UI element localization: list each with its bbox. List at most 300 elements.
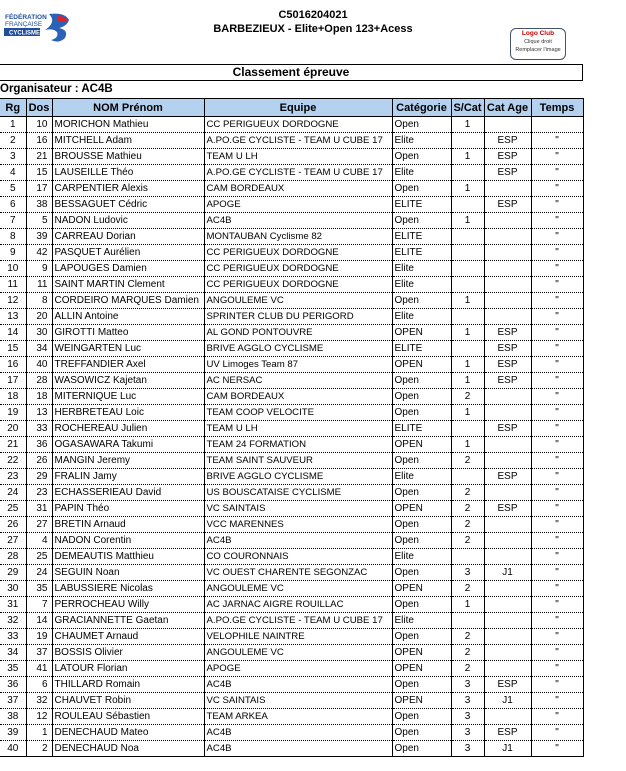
- team-cell: VC SAINTAIS: [204, 501, 392, 517]
- subcategory-cell: 2: [451, 629, 484, 645]
- name-cell: DENECHAUD Noa: [52, 741, 204, 757]
- team-cell: UV Limoges Team 87: [204, 357, 392, 373]
- club-logo-placeholder[interactable]: [510, 28, 566, 60]
- rank-cell: 6: [0, 197, 26, 213]
- team-cell: CC PERIGUEUX DORDOGNE: [204, 277, 392, 293]
- rank-cell: 29: [0, 565, 26, 581]
- category-cell: Open: [392, 149, 451, 165]
- subcategory-cell: [451, 245, 484, 261]
- bib-cell: 14: [26, 613, 52, 629]
- category-cell: Open: [392, 293, 451, 309]
- subcategory-cell: [451, 165, 484, 181]
- table-row: [0, 373, 583, 389]
- subcategory-cell: 1: [451, 117, 484, 133]
- team-cell: CC PERIGUEUX DORDOGNE: [204, 245, 392, 261]
- table-row: [0, 661, 583, 677]
- subcategory-cell: [451, 261, 484, 277]
- subcategory-cell: [451, 613, 484, 629]
- category-cell: OPEN: [392, 437, 451, 453]
- table-row: [0, 533, 583, 549]
- age-category-cell: [484, 581, 531, 597]
- age-category-cell: ESP: [484, 165, 531, 181]
- subcategory-cell: 2: [451, 533, 484, 549]
- time-cell: [531, 117, 583, 133]
- age-category-cell: J1: [484, 565, 531, 581]
- team-cell: VCC MARENNES: [204, 517, 392, 533]
- table-row: [0, 181, 583, 197]
- team-cell: TEAM U LH: [204, 421, 392, 437]
- time-cell: ": [531, 245, 583, 261]
- bib-cell: 10: [26, 117, 52, 133]
- category-cell: OPEN: [392, 325, 451, 341]
- table-row: [0, 469, 583, 485]
- bib-cell: 34: [26, 341, 52, 357]
- age-category-cell: ESP: [484, 149, 531, 165]
- name-cell: DEMEAUTIS Matthieu: [52, 549, 204, 565]
- time-cell: ": [531, 597, 583, 613]
- rank-cell: 26: [0, 517, 26, 533]
- age-category-cell: [484, 645, 531, 661]
- name-cell: NADON Ludovic: [52, 213, 204, 229]
- rank-cell: 38: [0, 709, 26, 725]
- subcategory-cell: 1: [451, 213, 484, 229]
- age-category-cell: [484, 181, 531, 197]
- age-category-cell: [484, 613, 531, 629]
- time-cell: ": [531, 389, 583, 405]
- rank-cell: 37: [0, 693, 26, 709]
- section-title: Classement épreuve: [0, 64, 583, 81]
- category-cell: OPEN: [392, 501, 451, 517]
- subcategory-cell: 1: [451, 357, 484, 373]
- bib-cell: 29: [26, 469, 52, 485]
- age-category-cell: ESP: [484, 325, 531, 341]
- category-cell: Open: [392, 517, 451, 533]
- time-cell: ": [531, 341, 583, 357]
- name-cell: ECHASSERIEAU David: [52, 485, 204, 501]
- age-category-cell: [484, 213, 531, 229]
- name-cell: OGASAWARA Takumi: [52, 437, 204, 453]
- rank-cell: 1: [0, 117, 26, 133]
- name-cell: ROCHEREAU Julien: [52, 421, 204, 437]
- bib-cell: 7: [26, 597, 52, 613]
- rank-cell: 34: [0, 645, 26, 661]
- club-logo-hint1: Clique droit: [524, 39, 552, 45]
- bib-cell: 13: [26, 405, 52, 421]
- age-category-cell: [484, 517, 531, 533]
- subcategory-cell: 2: [451, 453, 484, 469]
- table-row: [0, 677, 583, 693]
- category-cell: Open: [392, 741, 451, 757]
- category-cell: OPEN: [392, 581, 451, 597]
- age-category-cell: ESP: [484, 501, 531, 517]
- col-header-bib: Dos: [26, 99, 52, 117]
- subcategory-cell: 3: [451, 709, 484, 725]
- team-cell: CAM BORDEAUX: [204, 389, 392, 405]
- subcategory-cell: 3: [451, 565, 484, 581]
- rank-cell: 19: [0, 405, 26, 421]
- bib-cell: 37: [26, 645, 52, 661]
- team-cell: BRIVE AGGLO CYCLISME: [204, 469, 392, 485]
- subcategory-cell: 1: [451, 293, 484, 309]
- team-cell: AC4B: [204, 533, 392, 549]
- name-cell: ROULEAU Sébastien: [52, 709, 204, 725]
- name-cell: SAINT MARTIN Clement: [52, 277, 204, 293]
- bib-cell: 32: [26, 693, 52, 709]
- age-category-cell: J1: [484, 693, 531, 709]
- rank-cell: 25: [0, 501, 26, 517]
- table-row: [0, 261, 583, 277]
- rank-cell: 36: [0, 677, 26, 693]
- category-cell: Open: [392, 213, 451, 229]
- rank-cell: 4: [0, 165, 26, 181]
- table-row: [0, 597, 583, 613]
- team-cell: TEAM ARKEA: [204, 709, 392, 725]
- time-cell: ": [531, 693, 583, 709]
- age-category-cell: [484, 485, 531, 501]
- subcategory-cell: 1: [451, 181, 484, 197]
- rank-cell: 13: [0, 309, 26, 325]
- table-row: [0, 549, 583, 565]
- rank-cell: 14: [0, 325, 26, 341]
- category-cell: Open: [392, 677, 451, 693]
- category-cell: Elite: [392, 165, 451, 181]
- name-cell: MORICHON Mathieu: [52, 117, 204, 133]
- subcategory-cell: 1: [451, 597, 484, 613]
- bib-cell: 9: [26, 261, 52, 277]
- category-cell: ELITE: [392, 341, 451, 357]
- table-row: [0, 501, 583, 517]
- team-cell: TEAM U LH: [204, 149, 392, 165]
- subcategory-cell: [451, 133, 484, 149]
- category-cell: OPEN: [392, 357, 451, 373]
- time-cell: ": [531, 149, 583, 165]
- time-cell: ": [531, 261, 583, 277]
- name-cell: NADON Corentin: [52, 533, 204, 549]
- category-cell: Open: [392, 373, 451, 389]
- time-cell: ": [531, 197, 583, 213]
- category-cell: Elite: [392, 549, 451, 565]
- race-name: BARBEZIEUX - Elite+Open 123+Acess: [213, 23, 413, 35]
- bib-cell: 17: [26, 181, 52, 197]
- category-cell: Elite: [392, 309, 451, 325]
- table-row: [0, 277, 583, 293]
- name-cell: BESSAGUET Cédric: [52, 197, 204, 213]
- name-cell: MANGIN Jeremy: [52, 453, 204, 469]
- category-cell: ELITE: [392, 421, 451, 437]
- time-cell: ": [531, 373, 583, 389]
- time-cell: ": [531, 277, 583, 293]
- time-cell: ": [531, 661, 583, 677]
- age-category-cell: [484, 533, 531, 549]
- subcategory-cell: 2: [451, 661, 484, 677]
- table-row: [0, 309, 583, 325]
- rank-cell: 31: [0, 597, 26, 613]
- club-logo-title: Logo Club: [521, 30, 555, 37]
- category-cell: Open: [392, 405, 451, 421]
- results-body: [0, 117, 583, 757]
- category-cell: Elite: [392, 261, 451, 277]
- table-row: [0, 709, 583, 725]
- table-row: [0, 405, 583, 421]
- table-row: [0, 581, 583, 597]
- name-cell: CARREAU Dorian: [52, 229, 204, 245]
- team-cell: ANGOULEME VC: [204, 645, 392, 661]
- team-cell: AC4B: [204, 741, 392, 757]
- bib-cell: 39: [26, 229, 52, 245]
- team-cell: TEAM 24 FORMATION: [204, 437, 392, 453]
- age-category-cell: [484, 277, 531, 293]
- col-header-team: Equipe: [204, 99, 392, 117]
- bib-cell: 40: [26, 357, 52, 373]
- age-category-cell: ESP: [484, 133, 531, 149]
- time-cell: ": [531, 165, 583, 181]
- name-cell: BROUSSE Mathieu: [52, 149, 204, 165]
- time-cell: ": [531, 453, 583, 469]
- table-row: [0, 693, 583, 709]
- team-cell: VC SAINTAIS: [204, 693, 392, 709]
- subcategory-cell: 2: [451, 389, 484, 405]
- category-cell: Open: [392, 597, 451, 613]
- subcategory-cell: 3: [451, 677, 484, 693]
- table-row: [0, 293, 583, 309]
- subcategory-cell: 2: [451, 645, 484, 661]
- bib-cell: 30: [26, 325, 52, 341]
- rank-cell: 32: [0, 613, 26, 629]
- rank-cell: 20: [0, 421, 26, 437]
- table-row: [0, 165, 583, 181]
- club-logo-hint2: Remplacer l'image: [515, 47, 561, 53]
- age-category-cell: ESP: [484, 357, 531, 373]
- name-cell: BOSSIS Olivier: [52, 645, 204, 661]
- time-cell: ": [531, 517, 583, 533]
- team-cell: ANGOULEME VC: [204, 293, 392, 309]
- category-cell: OPEN: [392, 693, 451, 709]
- time-cell: ": [531, 309, 583, 325]
- team-cell: CC PERIGUEUX DORDOGNE: [204, 261, 392, 277]
- bib-cell: 15: [26, 165, 52, 181]
- rank-cell: 12: [0, 293, 26, 309]
- subcategory-cell: [451, 421, 484, 437]
- category-cell: Open: [392, 533, 451, 549]
- subcategory-cell: 1: [451, 325, 484, 341]
- category-cell: ELITE: [392, 197, 451, 213]
- name-cell: TREFFANDIER Axel: [52, 357, 204, 373]
- col-header-category: Catégorie: [392, 99, 451, 117]
- name-cell: LATOUR Florian: [52, 661, 204, 677]
- bib-cell: 8: [26, 293, 52, 309]
- table-row: [0, 485, 583, 501]
- age-category-cell: ESP: [484, 725, 531, 741]
- time-cell: ": [531, 533, 583, 549]
- team-cell: AC NERSAC: [204, 373, 392, 389]
- rank-cell: 10: [0, 261, 26, 277]
- bib-cell: 27: [26, 517, 52, 533]
- table-row: [0, 117, 583, 133]
- name-cell: GRACIANNETTE Gaetan: [52, 613, 204, 629]
- team-cell: AC JARNAC AIGRE ROUILLAC: [204, 597, 392, 613]
- category-cell: Elite: [392, 469, 451, 485]
- name-cell: LABUSSIERE Nicolas: [52, 581, 204, 597]
- name-cell: MITCHELL Adam: [52, 133, 204, 149]
- age-category-cell: ESP: [484, 421, 531, 437]
- category-cell: OPEN: [392, 661, 451, 677]
- table-row: [0, 389, 583, 405]
- category-cell: Open: [392, 485, 451, 501]
- team-cell: A.PO.GE CYCLISTE - TEAM U CUBE 17: [204, 133, 392, 149]
- category-cell: ELITE: [392, 229, 451, 245]
- rank-cell: 16: [0, 357, 26, 373]
- age-category-cell: [484, 309, 531, 325]
- bib-cell: 41: [26, 661, 52, 677]
- table-row: [0, 645, 583, 661]
- name-cell: LAPOUGES Damien: [52, 261, 204, 277]
- bib-cell: 5: [26, 213, 52, 229]
- bib-cell: 35: [26, 581, 52, 597]
- time-cell: ": [531, 629, 583, 645]
- name-cell: CARPENTIER Alexis: [52, 181, 204, 197]
- category-cell: Open: [392, 565, 451, 581]
- name-cell: DENECHAUD Mateo: [52, 725, 204, 741]
- category-cell: Open: [392, 389, 451, 405]
- bib-cell: 24: [26, 565, 52, 581]
- bib-cell: 11: [26, 277, 52, 293]
- age-category-cell: [484, 453, 531, 469]
- team-cell: BRIVE AGGLO CYCLISME: [204, 341, 392, 357]
- bib-cell: 18: [26, 389, 52, 405]
- category-cell: Open: [392, 709, 451, 725]
- time-cell: ": [531, 613, 583, 629]
- table-row: [0, 149, 583, 165]
- subcategory-cell: 2: [451, 501, 484, 517]
- time-cell: ": [531, 469, 583, 485]
- bib-cell: 4: [26, 533, 52, 549]
- subcategory-cell: [451, 341, 484, 357]
- table-row: [0, 133, 583, 149]
- rank-cell: 24: [0, 485, 26, 501]
- rank-cell: 21: [0, 437, 26, 453]
- table-header-row: [0, 99, 583, 117]
- team-cell: CAM BORDEAUX: [204, 181, 392, 197]
- team-cell: APOGE: [204, 661, 392, 677]
- table-row: [0, 245, 583, 261]
- team-cell: AC4B: [204, 677, 392, 693]
- bib-cell: 1: [26, 725, 52, 741]
- bib-cell: 31: [26, 501, 52, 517]
- results-table: [0, 98, 584, 757]
- name-cell: THILLARD Romain: [52, 677, 204, 693]
- table-row: [0, 341, 583, 357]
- category-cell: Elite: [392, 277, 451, 293]
- age-category-cell: [484, 229, 531, 245]
- table-row: [0, 325, 583, 341]
- bib-cell: 26: [26, 453, 52, 469]
- subcategory-cell: 2: [451, 485, 484, 501]
- age-category-cell: [484, 661, 531, 677]
- bib-cell: 42: [26, 245, 52, 261]
- subcategory-cell: 1: [451, 437, 484, 453]
- table-row: [0, 197, 583, 213]
- age-category-cell: [484, 629, 531, 645]
- age-category-cell: ESP: [484, 197, 531, 213]
- rank-cell: 5: [0, 181, 26, 197]
- rank-cell: 7: [0, 213, 26, 229]
- team-cell: A.PO.GE CYCLISTE - TEAM U CUBE 17: [204, 165, 392, 181]
- name-cell: PASQUET Aurélien: [52, 245, 204, 261]
- time-cell: ": [531, 181, 583, 197]
- time-cell: ": [531, 437, 583, 453]
- rank-cell: 9: [0, 245, 26, 261]
- age-category-cell: [484, 245, 531, 261]
- category-cell: Open: [392, 629, 451, 645]
- team-cell: CC PERIGUEUX DORDOGNE: [204, 117, 392, 133]
- bib-cell: 12: [26, 709, 52, 725]
- category-cell: Open: [392, 725, 451, 741]
- subcategory-cell: 1: [451, 405, 484, 421]
- table-row: [0, 357, 583, 373]
- subcategory-cell: [451, 229, 484, 245]
- category-cell: ELITE: [392, 245, 451, 261]
- bib-cell: 2: [26, 741, 52, 757]
- subcategory-cell: 2: [451, 517, 484, 533]
- age-category-cell: [484, 405, 531, 421]
- ffc-logo-line2: FRANÇAISE: [5, 21, 43, 28]
- name-cell: BRETIN Arnaud: [52, 517, 204, 533]
- name-cell: WEINGARTEN Luc: [52, 341, 204, 357]
- time-cell: ": [531, 565, 583, 581]
- category-cell: OPEN: [392, 645, 451, 661]
- table-row: [0, 421, 583, 437]
- rank-cell: 11: [0, 277, 26, 293]
- name-cell: FRALIN Jamy: [52, 469, 204, 485]
- team-cell: VC OUEST CHARENTE SEGONZAC: [204, 565, 392, 581]
- rank-cell: 27: [0, 533, 26, 549]
- race-code: C5016204021: [278, 9, 348, 21]
- age-category-cell: [484, 597, 531, 613]
- table-row: [0, 741, 583, 757]
- name-cell: PAPIN Théo: [52, 501, 204, 517]
- team-cell: TEAM SAINT SAUVEUR: [204, 453, 392, 469]
- rank-cell: 17: [0, 373, 26, 389]
- subcategory-cell: [451, 309, 484, 325]
- team-cell: US BOUSCATAISE CYCLISME: [204, 485, 392, 501]
- time-cell: ": [531, 213, 583, 229]
- rank-cell: 28: [0, 549, 26, 565]
- rank-cell: 30: [0, 581, 26, 597]
- bib-cell: 25: [26, 549, 52, 565]
- subcategory-cell: [451, 469, 484, 485]
- subcategory-cell: 3: [451, 741, 484, 757]
- col-header-subcategory: S/Cat: [451, 99, 484, 117]
- subcategory-cell: [451, 277, 484, 293]
- rank-cell: 3: [0, 149, 26, 165]
- team-cell: A.PO.GE CYCLISTE - TEAM U CUBE 17: [204, 613, 392, 629]
- time-cell: ": [531, 229, 583, 245]
- time-cell: ": [531, 405, 583, 421]
- name-cell: CHAUVET Robin: [52, 693, 204, 709]
- rank-cell: 39: [0, 725, 26, 741]
- age-category-cell: [484, 293, 531, 309]
- name-cell: CHAUMET Arnaud: [52, 629, 204, 645]
- table-row: [0, 629, 583, 645]
- team-cell: AC4B: [204, 213, 392, 229]
- age-category-cell: J1: [484, 741, 531, 757]
- bib-cell: 33: [26, 421, 52, 437]
- time-cell: ": [531, 485, 583, 501]
- name-cell: ALLIN Antoine: [52, 309, 204, 325]
- team-cell: CO COURONNAIS: [204, 549, 392, 565]
- subcategory-cell: [451, 549, 484, 565]
- name-cell: LAUSEILLE Théo: [52, 165, 204, 181]
